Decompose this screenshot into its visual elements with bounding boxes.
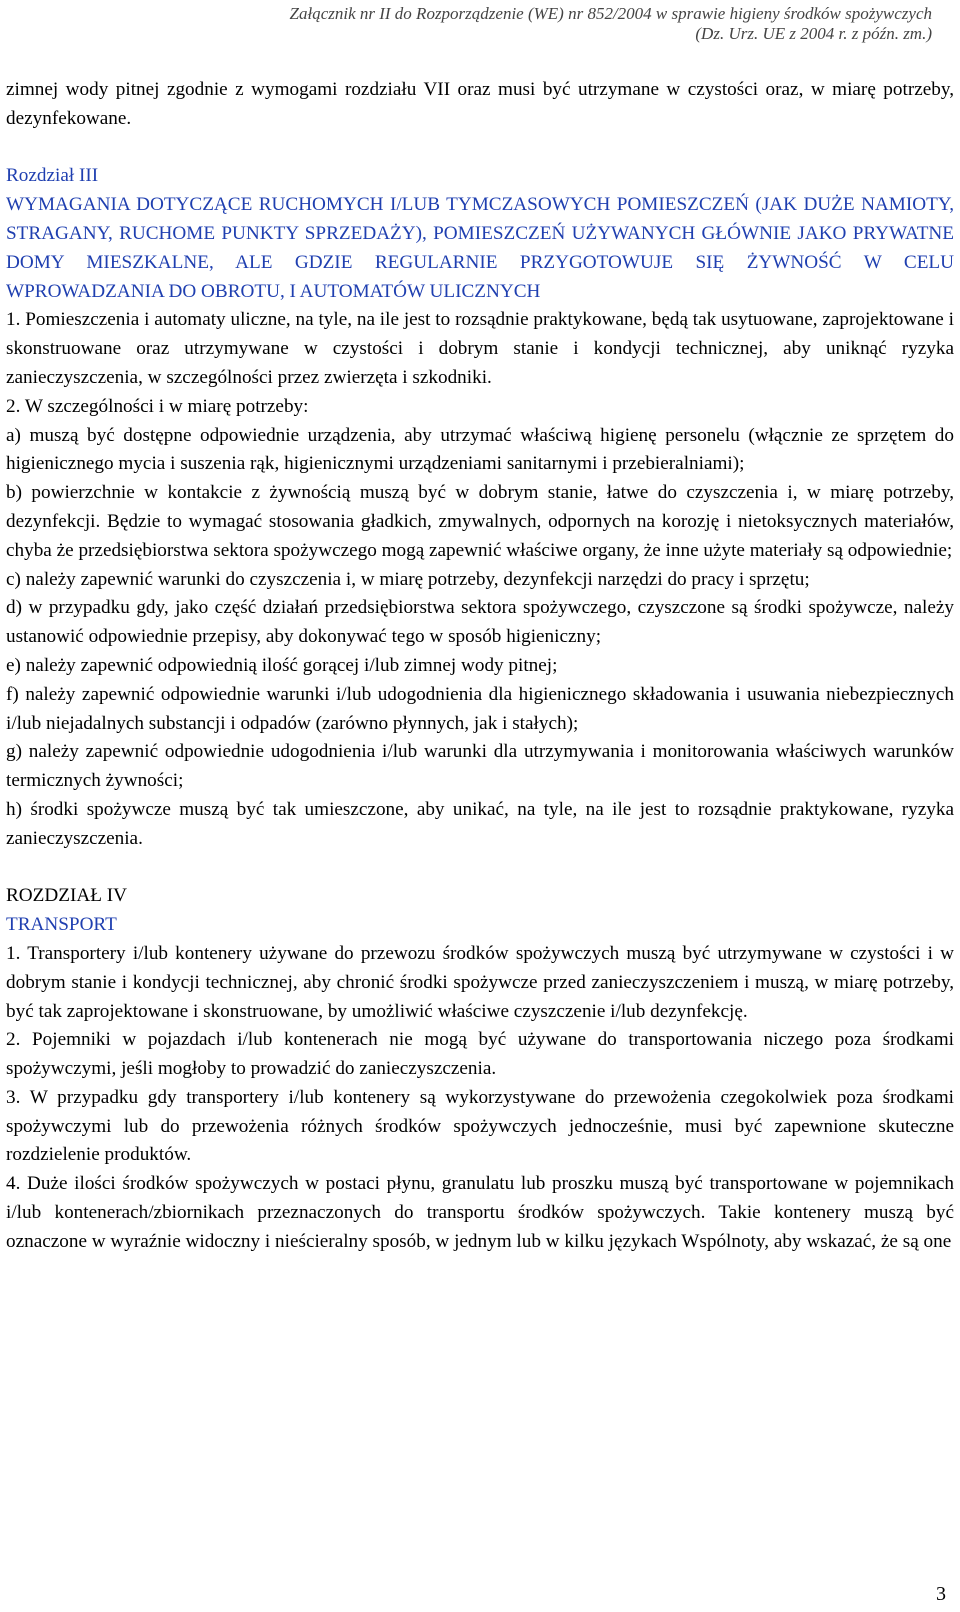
spacer xyxy=(6,134,954,163)
chapter-3-title: WYMAGANIA DOTYCZĄCE RUCHOMYCH I/LUB TYMCZASOWYCH POMIESZCZEŃ (JAK DUŻE NAMIOTY, STRAGANY, RUCHOME PUNKTY SPRZEDAŻY), POMIESZCZEŃ UŻYWANYCH GŁÓWNIE JAKO PRYWATNE DOMY MIESZKALNE, ALE GDZIE REGULARNIE PRZYGOTOWUJE SIĘ ŻYWNOŚĆ W CELU WPROWADZANIA DO OBROTU, I AUTOMATÓW ULICZNYCH xyxy=(6,194,954,302)
chapter-3-paragraph-1: 1. Pomieszczenia i automaty uliczne, na tyle, na ile jest to rozsądnie praktykowane, będą tak usytuowane, zaprojektowane i skonstruowane oraz utrzymywane w czystości i dobrym stanie i kondycji technicznej, aby uniknąć ryzyka zanieczyszczenia, w szczególności przez zwierzęta i szkodniki. xyxy=(6,309,954,388)
list-item-a: a) muszą być dostępne odpowiednie urządzenia, aby utrzymać właściwą higienę personelu (włącznie ze sprzętem do higienicznego mycia i suszenia rąk, higienicznymi urządzeniami sanitarnymi i przebieralniami); xyxy=(6,424,954,475)
intro-paragraph: zimnej wody pitnej zgodnie z wymogami rozdziału VII oraz musi być utrzymane w czystości oraz, w miarę potrzeby, dezynfekowane. xyxy=(6,79,954,129)
spacer xyxy=(6,854,954,883)
chapter-4-label: ROZDZIAŁ IV xyxy=(6,885,127,907)
chapter-4-paragraph-4: 4. Duże ilości środków spożywczych w postaci płynu, granulatu lub proszku muszą być transportowane w pojemnikach i/lub kontenerach/zbiornikach przeznaczonych do transportu środków spożywczych. Takie kontenery muszą być oznaczone w wyraźnie widoczny i nieścieralny sposób, w jednym lub w kilku językach Wspólnoty, aby wskazać, że są one xyxy=(6,1173,954,1252)
header-line-2: (Dz. Urz. UE z 2004 r. z późn. zm.) xyxy=(695,24,932,43)
list-item-c: c) należy zapewnić warunki do czyszczenia i, w miarę potrzeby, dezynfekcji narzędzi do pracy i sprzętu; xyxy=(6,568,810,590)
header-line-1: Załącznik nr II do Rozporządzenie (WE) nr 852/2004 w sprawie higieny środków spożywczych xyxy=(289,4,932,23)
list-item-g: g) należy zapewnić odpowiednie udogodnienia i/lub warunki dla utrzymywania i monitorowania właściwych warunków termicznych żywności; xyxy=(6,741,954,792)
chapter-4-paragraph-2: 2. Pojemniki w pojazdach i/lub kontenerach nie mogą być używane do transportowania niczego poza środkami spożywczymi, jeśli mogłoby to prowadzić do zanieczyszczenia. xyxy=(6,1029,954,1080)
list-item-d: d) w przypadku gdy, jako część działań przedsiębiorstwa sektora spożywczego, czyszczone są środki spożywcze, należy ustanowić odpowiednie przepisy, aby dokonywać tego w sposób higieniczny; xyxy=(6,597,954,648)
chapter-3-label: Rozdział III xyxy=(6,165,99,187)
list-item-e: e) należy zapewnić odpowiednią ilość gorącej i/lub zimnej wody pitnej; xyxy=(6,654,558,676)
chapter-3-paragraph-2: 2. W szczególności i w miarę potrzeby: xyxy=(6,395,309,417)
page-number: 3 xyxy=(936,1583,946,1605)
list-item-h: h) środki spożywcze muszą być tak umieszczone, aby unikać, na tyle, na ile jest to rozsądnie praktykowane, ryzyka zanieczyszczenia. xyxy=(6,798,954,849)
list-item-b: b) powierzchnie w kontakcie z żywnością muszą być w dobrym stanie, łatwe do czyszczenia i, w miarę potrzeby, dezynfekcji. Będzie to wymagać stosowania gładkich, zmywalnych, odpornych na korozję i nietoksycznych materiałów, chyba że przedsiębiorstwa sektora spożywczego mogą zapewnić właściwe organy, że inne użyte materiały są odpowiednie; xyxy=(6,482,954,561)
chapter-4-paragraph-1: 1. Transportery i/lub kontenery używane do przewozu środków spożywczych muszą być utrzymywane w czystości i w dobrym stanie i kondycji technicznej, aby chronić środki spożywcze przed zanieczyszczeniem i muszą, w miarę potrzeby, być tak zaprojektowane i skonstruowane, by umożliwić właściwe czyszczenie i/lub dezynfekcję. xyxy=(6,942,954,1022)
document-body xyxy=(6,76,954,1257)
page-header xyxy=(290,4,932,44)
chapter-4-paragraph-3: 3. W przypadku gdy transportery i/lub kontenery są wykorzystywane do przewożenia czegokolwiek poza środkami spożywczymi lub do przewożenia różnych środków spożywczych jednocześnie, musi być zapewnione skuteczne rozdzielenie produktów. xyxy=(6,1086,954,1166)
list-item-f: f) należy zapewnić odpowiednie warunki i/lub udogodnienia dla higienicznego składowania i usuwania niebezpiecznych i/lub niejadalnych substancji i odpadów (zarówno płynnych, jak i stałych); xyxy=(6,683,954,734)
chapter-4-title: TRANSPORT xyxy=(6,914,117,936)
